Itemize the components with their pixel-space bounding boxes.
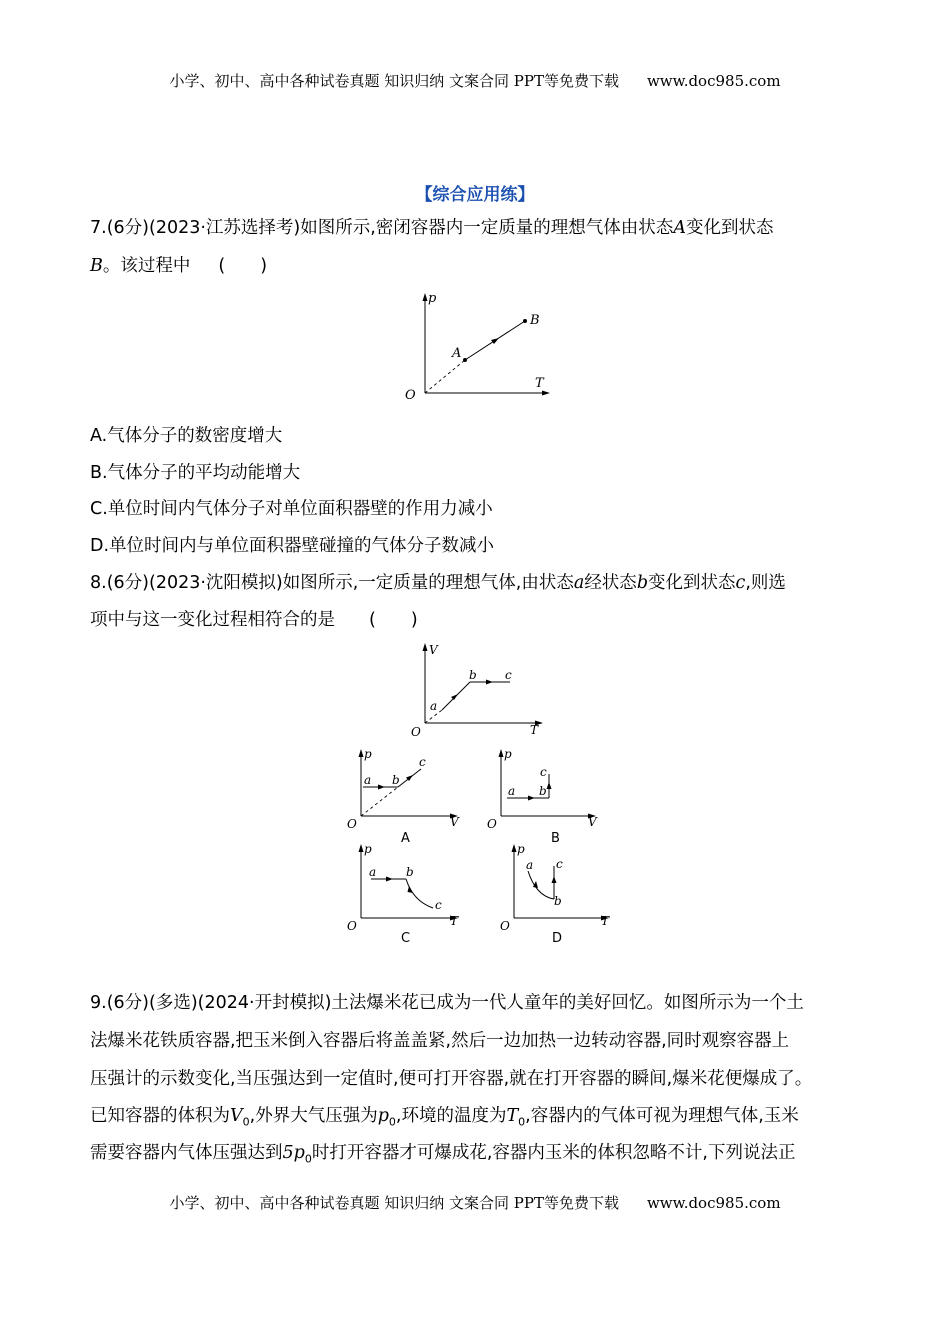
- svg-text:O: O: [487, 817, 497, 831]
- q7-option-b: B.气体分子的平均动能增大: [90, 463, 301, 483]
- svg-text:p: p: [364, 842, 372, 856]
- page-header: [0, 70, 950, 91]
- q8-line2: 项中与这一变化过程相符合的是 ( ): [90, 610, 418, 630]
- q7-option-c: C.单位时间内气体分子对单位面积器壁的作用力减小: [90, 499, 493, 519]
- svg-text:p: p: [504, 747, 512, 761]
- q9-line3: 压强计的示数变化,当压强达到一定值时,便可打开容器,就在打开容器的瞬间,爆米花便爆成了。: [90, 1069, 813, 1089]
- svg-text:b: b: [392, 773, 400, 787]
- q8-option-b-caption: B: [551, 831, 560, 846]
- q7-line1: 7.(6分)(2023·江苏选择考)如图所示,密闭容器内一定质量的理想气体由状态A变化到状态: [90, 218, 774, 238]
- q7-point-b: B: [530, 313, 540, 328]
- header-text: 小学、初中、高中各种试卷真题 知识归纳 文案合同 PPT等免费下载: [169, 72, 619, 90]
- svg-text:p: p: [517, 842, 525, 856]
- svg-text:V: V: [588, 815, 597, 829]
- footer-text: 小学、初中、高中各种试卷真题 知识归纳 文案合同 PPT等免费下载: [169, 1194, 619, 1212]
- svg-text:V: V: [450, 815, 459, 829]
- q7-origin: O: [405, 388, 416, 403]
- svg-text:b: b: [406, 865, 414, 879]
- q8-y-label: V: [429, 643, 438, 657]
- q8-option-d-caption: D: [552, 931, 563, 946]
- svg-text:c: c: [435, 898, 442, 912]
- q8-option-a-caption: A: [401, 831, 410, 846]
- svg-text:T: T: [450, 914, 459, 928]
- q8-origin: O: [411, 725, 421, 739]
- q8-point-c: c: [505, 668, 512, 682]
- svg-text:c: c: [556, 857, 563, 871]
- svg-text:a: a: [508, 784, 516, 798]
- q8-point-b: b: [469, 668, 477, 682]
- svg-text:O: O: [500, 919, 510, 933]
- q8-x-label: T: [530, 723, 539, 737]
- q8-point-a: a: [430, 699, 438, 713]
- svg-text:b: b: [554, 894, 562, 908]
- q7-y-label: p: [428, 291, 437, 306]
- q9-line5: 需要容器内气体压强达到$5p_0$时打开容器才可爆成花,容器内玉米的体积忽略不计,下列说法正: [90, 1143, 796, 1166]
- header-url[interactable]: www.doc985.com: [646, 72, 781, 90]
- svg-text:b: b: [539, 784, 547, 798]
- q8-vt-graph: [400, 640, 560, 740]
- q9-line4: 已知容器的体积为$V_0$,外界大气压强为$p_0$,环境的温度为$T_0$,容器内的气体可视为理想气体,玉米: [90, 1106, 799, 1129]
- svg-text:O: O: [347, 919, 357, 933]
- q7-x-label: T: [535, 376, 544, 391]
- q8-option-c-caption: C: [401, 931, 411, 946]
- q8-option-c-graph: [343, 841, 473, 946]
- q8-option-d-graph: [496, 841, 626, 946]
- svg-text:a: a: [364, 773, 372, 787]
- q7-option-d: D.单位时间内与单位面积器壁碰撞的气体分子数减小: [90, 536, 495, 556]
- q8-option-b-graph: [483, 746, 613, 846]
- svg-text:O: O: [347, 817, 357, 831]
- q8-option-a-graph: [343, 746, 473, 846]
- page-footer: [0, 1192, 950, 1213]
- svg-text:c: c: [540, 765, 547, 779]
- svg-text:T: T: [601, 914, 610, 928]
- section-title: 【综合应用练】: [415, 185, 535, 205]
- q7-pt-graph: [395, 290, 565, 410]
- q7-option-a: A.气体分子的数密度增大: [90, 426, 283, 446]
- svg-text:a: a: [369, 865, 377, 879]
- q7-line2: B。该过程中 ( ): [90, 256, 268, 276]
- svg-text:p: p: [364, 747, 372, 761]
- svg-text:c: c: [419, 755, 426, 769]
- svg-text:a: a: [526, 858, 534, 872]
- q8-line1: 8.(6分)(2023·沈阳模拟)如图所示,一定质量的理想气体,由状态a经状态b变化到状态c,则选: [90, 573, 786, 593]
- footer-url[interactable]: www.doc985.com: [646, 1194, 781, 1212]
- q7-point-a: A: [452, 346, 462, 361]
- q9-line2: 法爆米花铁质容器,把玉米倒入容器后将盖盖紧,然后一边加热一边转动容器,同时观察容器上: [90, 1031, 790, 1051]
- q9-line1: 9.(6分)(多选)(2024·开封模拟)土法爆米花已成为一代人童年的美好回忆。如图所示为一个土: [90, 993, 804, 1013]
